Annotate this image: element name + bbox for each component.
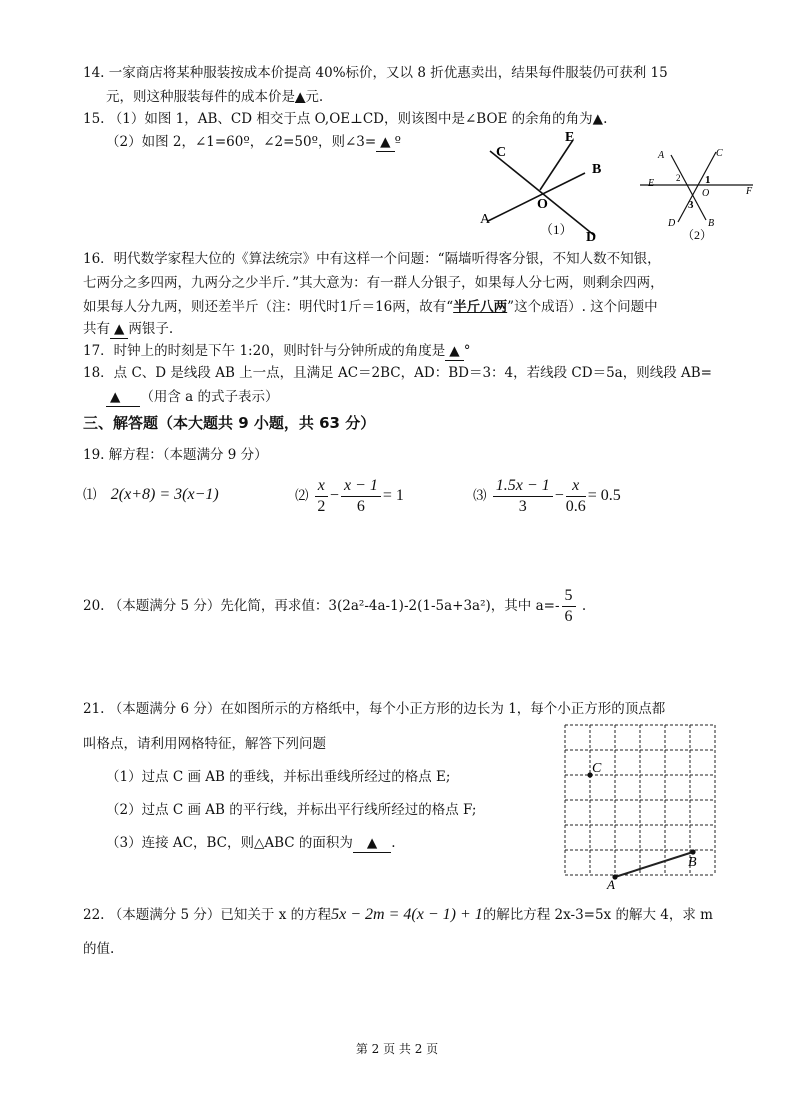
q22-line1 <box>83 906 713 924</box>
q14-line1: 14. 一家商店将某种服装按成本价提高 40%标价，又以 8 折优惠卖出，结果每件服装仍可获利 15 <box>83 65 668 81</box>
q19-part1-label: ⑴ <box>83 487 97 503</box>
frac-denominator: 6 <box>356 498 365 515</box>
q19-part3-frac2 <box>566 476 586 517</box>
fig2-label-e: E <box>648 178 655 189</box>
grid-label-a: A <box>607 877 615 890</box>
fig1-label-c: C <box>496 145 507 160</box>
q17-line <box>83 342 470 361</box>
point-b <box>690 849 695 854</box>
minus-sign: − <box>554 487 564 504</box>
q19-part1 <box>83 486 219 504</box>
answer-blank: ▲ <box>445 342 463 361</box>
q15-part2-text: （2）如图 2，∠1=60º，∠2=50º，则∠3= <box>106 134 377 150</box>
q21-line1: 21. （本题满分 6 分）在如图所示的方格纸中，每个小正方形的边长为 1，每个小正方形的顶点都 <box>83 701 666 717</box>
grid-label-c: C <box>592 761 602 776</box>
q16-line4-text: 共有 <box>83 321 110 337</box>
q19-part1-equation: 2(x+8) = 3(x−1) <box>110 486 219 503</box>
q21-item3-text: （3）连接 AC，BC，则△ABC 的面积为 <box>106 835 353 851</box>
q19-part3-frac1 <box>493 476 553 517</box>
frac-denominator: 6 <box>564 608 573 625</box>
fig1-label-d: D <box>586 230 597 243</box>
q16-line4-end: 两银子. <box>128 321 174 337</box>
q21-item3-end: . <box>391 835 396 851</box>
q20-fraction <box>562 586 576 627</box>
fig2-label-b: B <box>708 218 715 229</box>
fig2-label-c: C <box>716 148 723 159</box>
q20-end: . <box>581 598 587 614</box>
q20-text: 20. （本题满分 5 分）先化简，再求值：3(2a²-4a-1)-2(1-5a+3a²)，其中 a=- <box>83 598 560 614</box>
q19-part2 <box>295 476 404 517</box>
q16-line1: 16．明代数学家程大位的《算法统宗》中有这样一个问题：“隔墙听得客分银，不知人数不知银， <box>83 251 661 267</box>
fig1-label-a: A <box>480 212 491 227</box>
q16-line4 <box>83 320 173 339</box>
fig2-angle-1: 1 <box>705 174 711 186</box>
frac-numerator: x <box>315 476 328 497</box>
frac-numerator: 1.5x − 1 <box>493 476 553 497</box>
fig2-label-o: O <box>702 188 710 199</box>
grid-label-b: B <box>688 855 697 870</box>
q22-text: 22. （本题满分 5 分）已知关于 x 的方程 <box>83 907 332 923</box>
answer-blank: ▲ <box>295 89 306 105</box>
equation-rhs: = 0.5 <box>587 487 621 504</box>
q16-line3 <box>83 298 658 316</box>
q22-text-end: 的解比方程 2x-3=5x 的解大 4，求 m <box>482 907 713 923</box>
answer-blank: ▲ <box>592 111 604 127</box>
q22-equation: 5x − 2m = 4(x − 1) + 1 <box>331 906 483 923</box>
q16-line3-text: 如果每人分九两，则还差半斤（注：明代时1斤＝16两，故有“ <box>83 299 454 315</box>
q22-line2: 的值. <box>83 941 115 957</box>
q17-text: 17．时钟上的时刻是下午 1:20，则时针与分钟所成的角度是 <box>83 343 446 359</box>
q19-heading: 19. 解方程：（本题满分 9 分） <box>83 447 268 463</box>
q14-line2 <box>106 88 323 106</box>
fig2-angle-2: 2 <box>676 173 681 183</box>
segment-ab <box>615 852 693 877</box>
q16-emphasis: 半斤八两 <box>453 299 508 315</box>
frac-denominator: 3 <box>518 498 527 515</box>
degree-sign: º <box>394 134 401 150</box>
q19-part3 <box>473 476 621 517</box>
q19-part2-frac1 <box>315 476 328 517</box>
frac-numerator: 5 <box>562 586 576 607</box>
grid-figure <box>560 720 725 890</box>
figure-1-intersecting-lines <box>470 128 610 243</box>
fig2-label-a: A <box>658 150 665 161</box>
fig1-label-e: E <box>565 130 575 145</box>
answer-blank: ▲ <box>353 834 391 853</box>
q15-text: 15. （1）如图 1，AB、CD 相交于点 O,OE⊥CD，则该图中是∠BOE 的余角的角为 <box>83 111 593 127</box>
fig1-label-b: B <box>592 162 602 177</box>
q21-item1: （1）过点 C 画 AB 的垂线，并标出垂线所经过的格点 E; <box>106 769 451 785</box>
fig2-caption: （2） <box>682 228 713 242</box>
q21-item3 <box>106 834 396 853</box>
fig2-label-f: F <box>746 186 753 197</box>
minus-sign: − <box>329 487 339 504</box>
q21-item2: （2）过点 C 画 AB 的平行线，并标出平行线所经过的格点 F; <box>106 802 477 818</box>
q18-note: （用含 a 的式子表示） <box>140 389 279 405</box>
q19-part3-label: ⑶ <box>473 488 487 504</box>
q18-line2 <box>106 388 279 407</box>
answer-blank: ▲ <box>376 133 394 152</box>
fig2-label-d: D <box>668 218 676 229</box>
fig1-label-o: O <box>537 197 548 212</box>
q20-line <box>83 586 586 627</box>
q16-line3-end: ”这个成语）. 这个问题中 <box>507 299 658 315</box>
q15-line2 <box>106 133 401 152</box>
frac-denominator: 2 <box>317 498 326 515</box>
q14-text-end: 元. <box>305 89 324 105</box>
q19-part2-frac2 <box>341 476 381 517</box>
q19-part2-label: ⑵ <box>295 488 309 504</box>
fig1-caption: （1） <box>540 222 573 237</box>
q21-line2: 叫格点，请利用网格特征，解答下列问题 <box>83 736 326 752</box>
answer-blank: ▲ <box>110 320 128 339</box>
section-title: 三、解答题（本大题共 9 小题，共 63 分） <box>83 414 376 432</box>
q15-text-end: . <box>603 111 608 127</box>
q18-line1: 18．点 C、D 是线段 AB 上一点，且满足 AC＝2BC，AD：BD＝3：4，若线段 CD＝5a，则线段 AB= <box>83 365 712 381</box>
frac-numerator: x − 1 <box>341 476 381 497</box>
fig2-angle-3: 3 <box>688 199 694 211</box>
page-footer: 第 2 页 共 2 页 <box>355 1042 439 1056</box>
equation-rhs: = 1 <box>382 487 404 504</box>
q14-text: 元，则这种服装每件的成本价是 <box>106 89 295 105</box>
q15-line1 <box>83 110 607 128</box>
figure-2-angle-lines <box>638 140 758 245</box>
degree-sign: ° <box>463 343 471 359</box>
frac-denominator: 0.6 <box>565 498 586 515</box>
frac-numerator: x <box>566 476 586 497</box>
q16-line2: 七两分之多四两，九两分之少半斤．”其大意为：有一群人分银子，如果每人分七两，则剩余四两， <box>83 275 664 291</box>
answer-blank: ▲ <box>106 388 140 407</box>
